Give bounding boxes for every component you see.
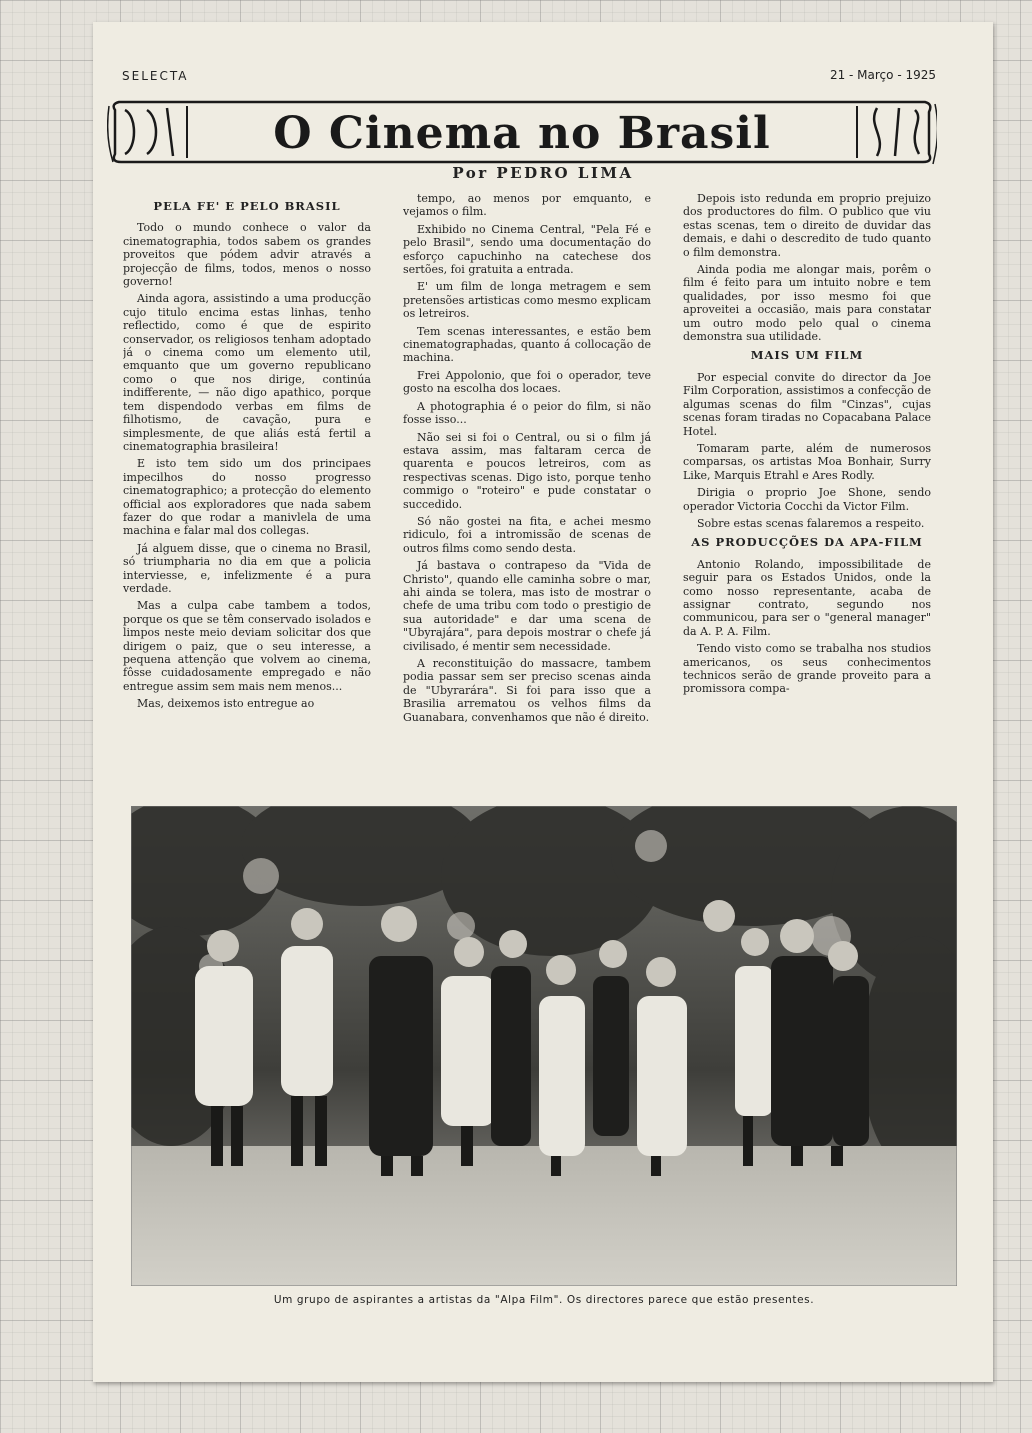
paragraph: Tomaram parte, além de numerosos comparsas, os artistas Moa Bonhair, Surry Like, Marquis Etrahl e Ares Rodly. xyxy=(683,441,931,482)
paragraph: E isto tem sido um dos principaes impecilhos do nosso progresso cinematographico; a protecção do elemento official aos exploradores que nada sabem fazer do que rodar a manivlela de uma machina e falar mal dos collegas. xyxy=(123,457,371,538)
magazine-page xyxy=(93,22,993,1382)
group-photo xyxy=(131,806,957,1286)
paragraph: Exhibido no Cinema Central, "Pela Fé e pelo Brasil", sendo uma documentação do esforço capuchinho na catechese dos sertões, foi gratuita a entrada. xyxy=(403,222,651,277)
paragraph: Dirigia o proprio Joe Shone, sendo operador Victoria Cocchi da Victor Film. xyxy=(683,486,931,513)
article-column-1 xyxy=(123,192,371,822)
paragraph: Tendo visto como se trabalha nos studios americanos, os seus conhecimentos technicos serão de grande proveito para a promissora compa- xyxy=(683,642,931,696)
paragraph: Depois isto redunda em proprio prejuizo dos productores do film. O publico que viu estas scenas, tem o direito de duvidar das demais, e dahi o descredito de tudo quanto o film demonstra. xyxy=(683,192,931,259)
paragraph: A reconstituição do massacre, tambem podia passar sem ser preciso scenas ainda de "Ubyrarára". Si foi para isso que a Brasilia arrematou os velhos films da Guanabara, convenhamos que não é direito. xyxy=(403,657,651,724)
paragraph: Mas, deixemos isto entregue ao xyxy=(137,697,315,711)
paragraph: Não sei si foi o Central, ou si o film já estava assim, mas faltaram cerca de quarenta e poucos letreiros, com as respectivas scenas. Digo isto, porque tenho commigo o "roteiro" e pude constatar o succedido. xyxy=(403,430,651,511)
paragraph: Todo o mundo conhece o valor da cinematographia, todos sabem os grandes proveitos que pódem advir através a projecção de films, todos, menos o nosso governo! xyxy=(123,221,371,289)
title-banner xyxy=(107,96,937,168)
paragraph: Ainda agora, assistindo a uma producção cujo titulo encima estas linhas, tenho reflectido, como é que de espirito conservador, os religiosos tenham adoptado já o cinema como um elemento util, emquanto que um governo republicano como o que nos dirige, continúa indifferente, — não digo apathico, porque tem dispendodo verbas em films de filhotismo, de cavação, pura e simplesmente, de que aliás está fertil a cinematographia brasileira! xyxy=(123,292,371,453)
paragraph: Antonio Rolando, impossibilitade de seguir para os Estados Unidos, onde la como nosso representante, acaba de assignar contrato, segundo nos communicou, para ser o "general manager" da A. P. A. Film. xyxy=(683,557,931,638)
section-heading: PELA FE' E PELO BRASIL xyxy=(153,199,341,213)
paragraph: Já bastava o contrapeso da "Vida de Christo", quando elle caminha sobre o mar, ahi ainda se tolera, mas isto de mostrar o chefe de uma tribu com todo o prestigio de sua autoridade" e dar uma scena de "Ubyrajára", para depois mostrar o chefe já civilisado, é mentir sem necessidade. xyxy=(403,559,651,653)
paragraph: Sobre estas scenas falaremos a respeito. xyxy=(697,516,925,530)
byline: Por PEDRO LIMA xyxy=(452,164,634,182)
article-title: O Cinema no Brasil xyxy=(273,108,771,159)
article-column-2 xyxy=(403,192,651,822)
paragraph: Mas a culpa cabe tambem a todos, porque os que se têm conservado isolados e limpos neste meio deviam solicitar dos que dirigem o paiz, que o seu interesse, a pequena attenção que volvem ao cinema, fôsse cuidadosamente empregado e não entregue assim sem mais nem menos... xyxy=(123,599,371,693)
paragraph: Ainda podia me alongar mais, porêm o film é feito para um intuito nobre e tem qualidades, por isso mesmo foi que aproveitei a occasião, mais para constatar um outro modo pelo qual o cinema demonstra sua utilidade. xyxy=(683,263,931,344)
paragraph: Frei Appolonio, que foi o operador, teve gosto na escolha dos locaes. xyxy=(403,368,651,396)
paragraph: Já alguem disse, que o cinema no Brasil, só triumpharia no dia em que a policia interviesse, e, infelizmente é a pura verdade. xyxy=(123,541,371,595)
paragraph: Só não gostei na fita, e achei mesmo ridiculo, foi a intromissão de scenas de outros films como sendo desta. xyxy=(403,514,651,555)
paragraph: Tem scenas interessantes, e estão bem cinematographadas, quanto á collocação de machina. xyxy=(403,324,651,365)
section-heading: MAIS UM FILM xyxy=(750,348,864,363)
section-heading: AS PRODUCÇÕES DA APA-FILM xyxy=(691,535,923,550)
article-column-3 xyxy=(683,192,931,822)
paragraph: tempo, ao menos por emquanto, e vejamos o film. xyxy=(403,192,651,219)
issue-date: 21 - Março - 1925 xyxy=(829,68,936,82)
paragraph: A photographia é o peior do film, si não fosse isso... xyxy=(403,399,651,427)
paragraph: Por especial convite do director da Joe Film Corporation, assistimos a confecção de algumas scenas do film "Cinzas", cujas scenas foram tiradas no Copacabana Palace Hotel. xyxy=(683,370,931,438)
paragraph: E' um film de longa metragem e sem pretensões artisticas como mesmo explicam os letreiros. xyxy=(403,280,651,321)
photo-image-icon xyxy=(131,806,957,1286)
publication-name: SELECTA xyxy=(122,69,189,83)
photo-caption: Um grupo de aspirantes a artistas da "Alpa Film". Os directores parece que estão presentes. xyxy=(273,1294,815,1306)
